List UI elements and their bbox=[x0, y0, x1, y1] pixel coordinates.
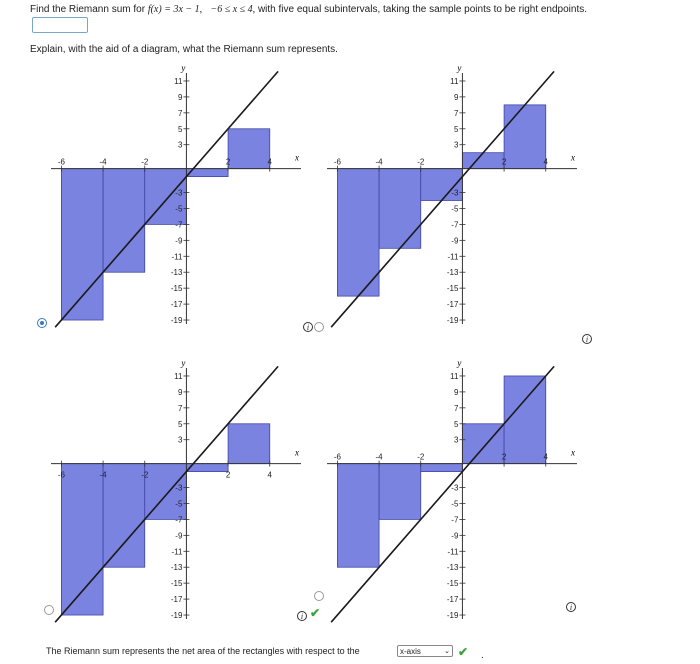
x-tick-label: -6 bbox=[57, 157, 65, 167]
y-tick-label: 5 bbox=[177, 419, 183, 429]
y-tick-label: 7 bbox=[177, 108, 183, 118]
y-axis-label: y bbox=[457, 63, 462, 73]
x-tick-label: -6 bbox=[57, 470, 65, 480]
y-tick-label: -17 bbox=[446, 595, 459, 605]
y-tick-label: -17 bbox=[170, 595, 183, 605]
y-tick-label: 5 bbox=[453, 419, 459, 429]
y-tick-label: -15 bbox=[170, 579, 183, 589]
y-tick-label: -7 bbox=[175, 515, 183, 525]
bar-rect bbox=[225, 129, 270, 169]
radio-option-d[interactable] bbox=[314, 591, 324, 601]
y-tick-label: 7 bbox=[177, 403, 183, 413]
y-tick-label: -11 bbox=[447, 252, 459, 262]
bar-rect bbox=[103, 464, 145, 568]
footer-check-icon: ✔ bbox=[458, 645, 469, 659]
question-suffix: with five equal subintervals, taking the sample points to be right endpoints. bbox=[257, 4, 588, 15]
y-tick-label: -15 bbox=[170, 284, 183, 294]
y-tick-label: -19 bbox=[446, 611, 459, 621]
y-tick-label: -19 bbox=[170, 316, 183, 326]
y-tick-label: 5 bbox=[453, 124, 459, 134]
y-tick-label: -19 bbox=[446, 316, 459, 326]
info-icon[interactable]: i bbox=[582, 334, 592, 344]
bar-rect bbox=[379, 169, 421, 249]
footer-period: . bbox=[481, 650, 484, 661]
bar-rect bbox=[501, 376, 546, 464]
y-tick-label: -13 bbox=[446, 563, 459, 573]
correct-check-icon: ✔ bbox=[310, 606, 321, 620]
y-tick-label: 9 bbox=[453, 92, 459, 102]
y-tick-label: -13 bbox=[170, 268, 183, 278]
y-tick-label: -9 bbox=[451, 236, 459, 246]
x-tick-label: -6 bbox=[333, 157, 341, 167]
y-tick-label: -3 bbox=[175, 188, 183, 198]
y-tick-label: 5 bbox=[177, 124, 183, 134]
x-tick-label: -2 bbox=[141, 157, 149, 167]
x-tick-label: 4 bbox=[267, 470, 272, 480]
graph-option-a bbox=[46, 65, 316, 335]
y-tick-label: -7 bbox=[451, 515, 459, 525]
x-tick-label: -2 bbox=[141, 470, 149, 480]
radio-option-a[interactable] bbox=[37, 318, 47, 328]
y-tick-label: -15 bbox=[446, 579, 459, 589]
x-tick-label: 4 bbox=[543, 157, 548, 167]
y-tick-label: -11 bbox=[171, 252, 183, 262]
y-tick-label: -17 bbox=[446, 300, 459, 310]
radio-option-c[interactable] bbox=[44, 605, 54, 615]
y-tick-label: -5 bbox=[175, 204, 183, 214]
explain-prompt: Explain, with the aid of a diagram, what the Riemann sum represents. bbox=[30, 44, 338, 55]
bar-rect bbox=[462, 153, 504, 169]
x-tick-label: -2 bbox=[417, 452, 425, 462]
x-tick-label: -4 bbox=[99, 157, 107, 167]
y-tick-label: -3 bbox=[175, 483, 183, 493]
graph-option-c bbox=[46, 360, 316, 630]
y-tick-label: -11 bbox=[171, 547, 183, 557]
bar-rect bbox=[501, 105, 546, 169]
info-icon[interactable]: i bbox=[566, 602, 576, 612]
y-tick-label: 11 bbox=[174, 371, 183, 381]
bar-rect bbox=[228, 424, 270, 464]
question-domain: −6 ≤ x ≤ 4, bbox=[210, 4, 256, 15]
y-tick-label: -13 bbox=[446, 268, 459, 278]
y-tick-label: -5 bbox=[175, 499, 183, 509]
bar-rect bbox=[337, 464, 379, 568]
x-tick-label: 4 bbox=[267, 157, 272, 167]
x-tick-label: 4 bbox=[543, 452, 548, 462]
y-tick-label: 7 bbox=[453, 403, 459, 413]
question-prefix: Find the Riemann sum for bbox=[30, 4, 148, 15]
y-tick-label: -7 bbox=[451, 220, 459, 230]
graph-option-d bbox=[322, 360, 592, 630]
y-tick-label: -13 bbox=[170, 563, 183, 573]
y-tick-label: -17 bbox=[170, 300, 183, 310]
y-axis-label: y bbox=[181, 358, 186, 368]
y-tick-label: 11 bbox=[174, 76, 183, 86]
y-tick-label: -9 bbox=[175, 531, 183, 541]
info-icon[interactable]: i bbox=[303, 322, 313, 332]
axis-select[interactable] bbox=[397, 645, 453, 657]
footer-text: The Riemann sum represents the net area of the rectangles with respect to the bbox=[46, 646, 360, 656]
y-tick-label: -3 bbox=[451, 188, 459, 198]
y-tick-label: 9 bbox=[177, 387, 183, 397]
y-tick-label: -5 bbox=[451, 204, 459, 214]
bar-rect bbox=[379, 464, 421, 520]
x-axis-label: x bbox=[295, 447, 299, 458]
x-tick-label: 2 bbox=[501, 157, 507, 167]
y-tick-label: -7 bbox=[175, 220, 183, 230]
y-tick-label: 9 bbox=[453, 387, 459, 397]
y-axis-label: y bbox=[457, 358, 462, 368]
x-tick-label: 2 bbox=[225, 157, 231, 167]
x-tick-label: 2 bbox=[225, 470, 231, 480]
info-icon[interactable]: i bbox=[297, 611, 307, 621]
question-function: f(x) = 3x − 1, bbox=[147, 4, 203, 15]
y-tick-label: 9 bbox=[177, 92, 183, 102]
y-tick-label: -19 bbox=[170, 611, 183, 621]
bar-rect bbox=[103, 169, 145, 273]
bar-rect bbox=[421, 464, 463, 472]
y-tick-label: 3 bbox=[177, 140, 183, 150]
axis-select-value: x-axis bbox=[400, 647, 421, 656]
radio-option-b[interactable] bbox=[314, 322, 324, 332]
x-axis-label: x bbox=[571, 152, 575, 163]
y-tick-label: 3 bbox=[177, 435, 183, 445]
y-axis-label: y bbox=[181, 63, 186, 73]
bar-rect bbox=[337, 169, 379, 297]
y-tick-label: 3 bbox=[453, 435, 459, 445]
y-tick-label: 3 bbox=[453, 140, 459, 150]
x-axis-label: x bbox=[295, 152, 299, 163]
y-tick-label: -15 bbox=[446, 284, 459, 294]
y-tick-label: 11 bbox=[450, 371, 459, 381]
x-tick-label: -6 bbox=[333, 452, 341, 462]
y-tick-label: -3 bbox=[451, 483, 459, 493]
question-text bbox=[30, 4, 587, 15]
x-tick-label: -4 bbox=[99, 470, 107, 480]
x-tick-label: -2 bbox=[417, 157, 425, 167]
x-tick-label: -4 bbox=[375, 452, 383, 462]
x-tick-label: -4 bbox=[375, 157, 383, 167]
y-tick-label: 7 bbox=[453, 108, 459, 118]
riemann-sum-answer-input[interactable] bbox=[32, 17, 88, 33]
y-tick-label: -11 bbox=[447, 547, 459, 557]
graph-option-b bbox=[322, 65, 592, 335]
y-tick-label: -5 bbox=[451, 499, 459, 509]
x-tick-label: 2 bbox=[501, 452, 507, 462]
y-tick-label: 11 bbox=[450, 76, 459, 86]
x-axis-label: x bbox=[571, 447, 575, 458]
y-tick-label: -9 bbox=[451, 531, 459, 541]
chevron-down-icon: ⌄ bbox=[444, 648, 450, 655]
y-tick-label: -9 bbox=[175, 236, 183, 246]
